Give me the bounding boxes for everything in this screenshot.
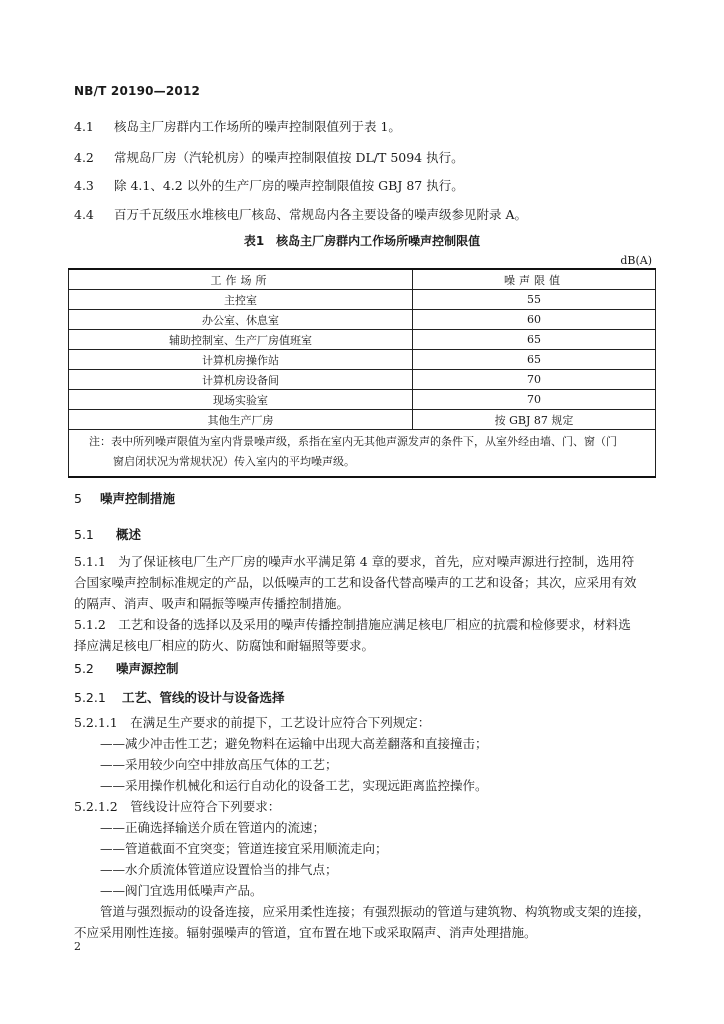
section-5-heading (74, 489, 175, 507)
table-row (69, 330, 656, 350)
clause-5-2-1-1 (74, 712, 654, 796)
table-row (69, 410, 656, 430)
cell-place: 辅助控制室、生产厂房值班室 (69, 330, 413, 350)
clause-text: 百万千瓦级压水堆核电厂核岛、常规岛内各主要设备的噪声级参见附录 A。 (114, 207, 528, 222)
cell-limit: 60 (413, 310, 656, 330)
list-item: ——采用操作机械化和运行自动化的设备工艺，实现远距离监控操作。 (100, 778, 488, 793)
table-unit: dB(A) (620, 254, 652, 267)
cell-place: 现场实验室 (69, 390, 413, 410)
clause-text: 除 4.1、4.2 以外的生产厂房的噪声控制限值按 GBJ 87 执行。 (114, 178, 464, 193)
section-number: 5.2.1 (74, 690, 106, 705)
section-title: 噪声源控制 (116, 661, 179, 676)
cell-limit: 70 (413, 370, 656, 390)
cell-limit: 65 (413, 350, 656, 370)
clause-number: 4.4 (74, 207, 94, 222)
text-line: 5.1.1 为了保证核电厂生产厂房的噪声水平满足第 4 章的要求，首先，应对噪声源进行控制，选用符 (74, 554, 635, 569)
section-5-1-heading (74, 525, 141, 543)
clause-number: 4.2 (74, 150, 94, 165)
clause-4-3 (74, 176, 654, 196)
cell-place: 其他生产厂房 (69, 410, 413, 430)
clause-number: 4.1 (74, 119, 94, 134)
list-item: ——阀门宜选用低噪声产品。 (100, 883, 263, 898)
clause-number: 4.3 (74, 178, 94, 193)
list-item: ——正确选择输送介质在管道内的流速； (100, 820, 326, 835)
table-row (69, 390, 656, 410)
list-item: ——采用较少向空中排放高压气体的工艺； (100, 757, 338, 772)
text-line: 的隔声、消声、吸声和隔振等噪声传播控制措施。 (74, 596, 350, 611)
column-header-limit: 噪声限值 (413, 269, 656, 290)
table-row (69, 350, 656, 370)
clause-5-2-1-2 (74, 796, 654, 943)
cell-place: 计算机房设备间 (69, 370, 413, 390)
section-number: 5.2 (74, 661, 94, 676)
clause-text: 核岛主厂房群内工作场所的噪声控制限值列于表 1。 (114, 119, 401, 134)
table-note-row (69, 430, 656, 478)
standard-code: NB/T 20190—2012 (74, 84, 201, 98)
list-item: ——水介质流体管道应设置恰当的排气点； (100, 862, 338, 877)
table-note-line: 窗启闭状况为常规状况）传入室内的平均噪声级。 (113, 455, 355, 468)
cell-place: 计算机房操作站 (69, 350, 413, 370)
column-header-place: 工作场所 (69, 269, 413, 290)
table-row (69, 290, 656, 310)
table-row (69, 370, 656, 390)
table-header-row (69, 269, 656, 290)
section-5-2-heading (74, 659, 179, 677)
cell-limit: 按 GBJ 87 规定 (413, 410, 656, 430)
text-line: 管道与强烈振动的设备连接，应采用柔性连接；有强烈振动的管道与建筑物、构筑物或支架的连接， (100, 904, 651, 919)
section-number: 5 (74, 491, 82, 506)
clause-text: 常规岛厂房（汽轮机房）的噪声控制限值按 DL/T 5094 执行。 (114, 150, 464, 165)
clause-5-1-2 (74, 614, 654, 656)
section-5-2-1-heading (74, 688, 285, 706)
list-item: ——管道截面不宜突变；管道连接宜采用顺流走向； (100, 841, 388, 856)
clause-4-1 (74, 117, 654, 137)
table-note (69, 430, 656, 478)
clause-4-2 (74, 148, 654, 168)
text-line: 5.1.2 工艺和设备的选择以及采用的噪声传播控制措施应满足核电厂相应的抗震和检修要求，材料选 (74, 617, 631, 632)
cell-place: 办公室、休息室 (69, 310, 413, 330)
clause-5-1-1 (74, 551, 654, 614)
text-line: 5.2.1.1 在满足生产要求的前提下，工艺设计应符合下列规定： (74, 715, 431, 730)
section-title: 工艺、管线的设计与设备选择 (122, 690, 285, 705)
table-note-line: 注：表中所列噪声限值为室内背景噪声级，系指在室内无其他声源发声的条件下，从室外经由墙、门、窗（门 (89, 435, 617, 448)
page-number: 2 (74, 940, 81, 953)
clause-4-4 (74, 205, 654, 225)
section-title: 概述 (116, 527, 142, 542)
noise-limit-table (68, 268, 656, 478)
text-line: 合国家噪声控制标准规定的产品，以低噪声的工艺和设备代替高噪声的工艺和设备；其次，应采用有效 (74, 575, 637, 590)
cell-place: 主控室 (69, 290, 413, 310)
list-item: ——减少冲击性工艺；避免物料在运输中出现大高差翻落和直接撞击； (100, 736, 488, 751)
section-number: 5.1 (74, 527, 94, 542)
table-title: 表1 核岛主厂房群内工作场所噪声控制限值 (243, 234, 481, 248)
text-line: 择应满足核电厂相应的防火、防腐蚀和耐辐照等要求。 (74, 638, 375, 653)
text-line: 不应采用刚性连接。辐射强噪声的管道，宜布置在地下或采取隔声、消声处理措施。 (74, 925, 537, 940)
cell-limit: 70 (413, 390, 656, 410)
table-row (69, 310, 656, 330)
cell-limit: 65 (413, 330, 656, 350)
text-line: 5.2.1.2 管线设计应符合下列要求： (74, 799, 281, 814)
cell-limit: 55 (413, 290, 656, 310)
section-title: 噪声控制措施 (100, 491, 176, 506)
